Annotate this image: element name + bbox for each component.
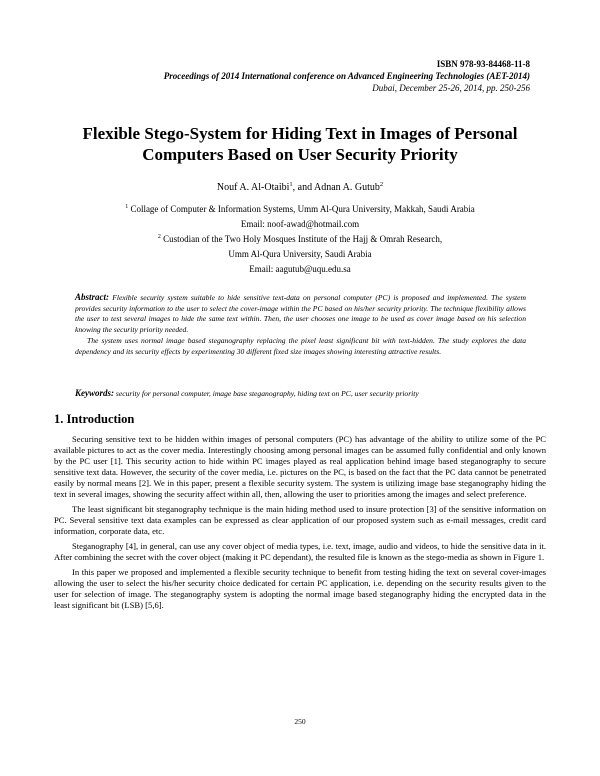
title-line-2: Computers Based on User Security Priority bbox=[142, 145, 458, 164]
affiliation-1-sup: 1 bbox=[125, 204, 129, 210]
isbn: ISBN 978-93-84468-11-8 bbox=[436, 59, 530, 69]
introduction-body bbox=[54, 434, 546, 615]
affiliation-2-text: Custodian of the Two Holy Mosques Institute of the Hajj & Omrah Research, bbox=[163, 234, 443, 244]
abstract-label: Abstract: bbox=[75, 292, 110, 302]
authors bbox=[60, 181, 540, 193]
abstract bbox=[75, 292, 526, 357]
affiliation-2-sup: 2 bbox=[157, 234, 161, 240]
section-heading-introduction: 1. Introduction bbox=[54, 412, 135, 426]
author-1-sup: 1 bbox=[289, 181, 293, 188]
keywords-label: Keywords: bbox=[75, 388, 114, 398]
location-pages: Dubai, December 25-26, 2014, pp. 250-256 bbox=[372, 83, 530, 93]
author-1: Nouf A. Al-Otaibi bbox=[216, 182, 290, 193]
paper-title bbox=[60, 123, 540, 165]
keywords-text: security for personal computer, image base steganography, hiding text on PC, user security priority bbox=[115, 389, 419, 398]
body-paragraph: The least significant bit steganography technique is the main hiding method used to insure protection [3] of the sensitive information on PC. Several sensitive text data examples can be expressed as clear application of our proposed system such as e-mail messages, credit card information, corporate data, etc. bbox=[54, 503, 546, 536]
affiliation-1-text: Collage of Computer & Information Systems, Umm Al-Qura University, Makkah, Saudi Arabia bbox=[130, 204, 475, 214]
author-2: Adnan A. Gutub bbox=[314, 182, 380, 193]
proceedings-line: Proceedings of 2014 International conference on Advanced Engineering Technologies (AET-2014) bbox=[163, 71, 530, 81]
abstract-para-2: The system uses normal image based steganography replacing the pixel least significant bit with text-hidden. The study explores the data dependency and its security effects by experimenting 30 different fixed size images showing interesting attractive results. bbox=[75, 335, 526, 356]
affiliation-1 bbox=[60, 204, 540, 214]
page-number: 250 bbox=[294, 717, 306, 726]
body-paragraph: Securing sensitive text to be hidden within images of personal computers (PC) has advantage of the ability to utilize some of the PC available pictures to act as the cover media. Interestingly choosing among personal images can be assumed fully confidential and only known by the PC user [1]. This security action to hide within PC images played as real application behind image based steganography to secure sensitive text data. However, the security of the cover media, i.e. pictures on the PC, is based on the fact that the PC data cannot be penetrated easily by normal means [2]. We in this paper, present a flexible security system. The system is utilizing image base steganography hiding the text in several images, showing the security affect within all, then, allowing the user to priorities among the images and select preference. bbox=[54, 434, 546, 499]
email-1: Email: noof-awad@hotmail.com bbox=[240, 219, 360, 229]
keywords bbox=[75, 388, 526, 398]
author-separator: , and bbox=[292, 182, 315, 193]
abstract-para-1-text: Flexible security system suitable to hide sensitive text-data on personal computer (PC) is proposed and implemented. The system provides security information to the user to select the cover-image within the PC based on his/her security priority. The technique flexibility allows the user to test several images to hide the same text within. Then, the user chooses one image to be used as cover image based on his selection knowing the security priority needed. bbox=[75, 293, 526, 335]
author-2-sup: 2 bbox=[379, 181, 384, 188]
title-line-1: Flexible Stego-System for Hiding Text in Images of Personal bbox=[82, 124, 518, 143]
abstract-para-1 bbox=[75, 292, 526, 336]
affiliation-2 bbox=[60, 234, 540, 244]
body-paragraph: Steganography [4], in general, can use any cover object of media types, i.e. text, image, audio and videos, to hide the sensitive data in it. After combining the secret with the cover object (making it PC dependant), the resulted file is known as the stego-media as shown in Figure 1. bbox=[54, 540, 546, 562]
affiliation-2-line-2: Umm Al-Qura University, Saudi Arabia bbox=[228, 249, 372, 259]
email-2: Email: aagutub@uqu.edu.sa bbox=[249, 264, 351, 274]
body-paragraph: In this paper we proposed and implemented a flexible security technique to benefit from testing hiding the text on several cover-images allowing the user to select the his/her security choice dedicated for certain PC application, i.e. depending on the security results given to the user for selection of image. The steganography system is adopting the normal image based steganography hiding the encrypted data in the least significant bit (LSB) [5,6]. bbox=[54, 567, 546, 610]
